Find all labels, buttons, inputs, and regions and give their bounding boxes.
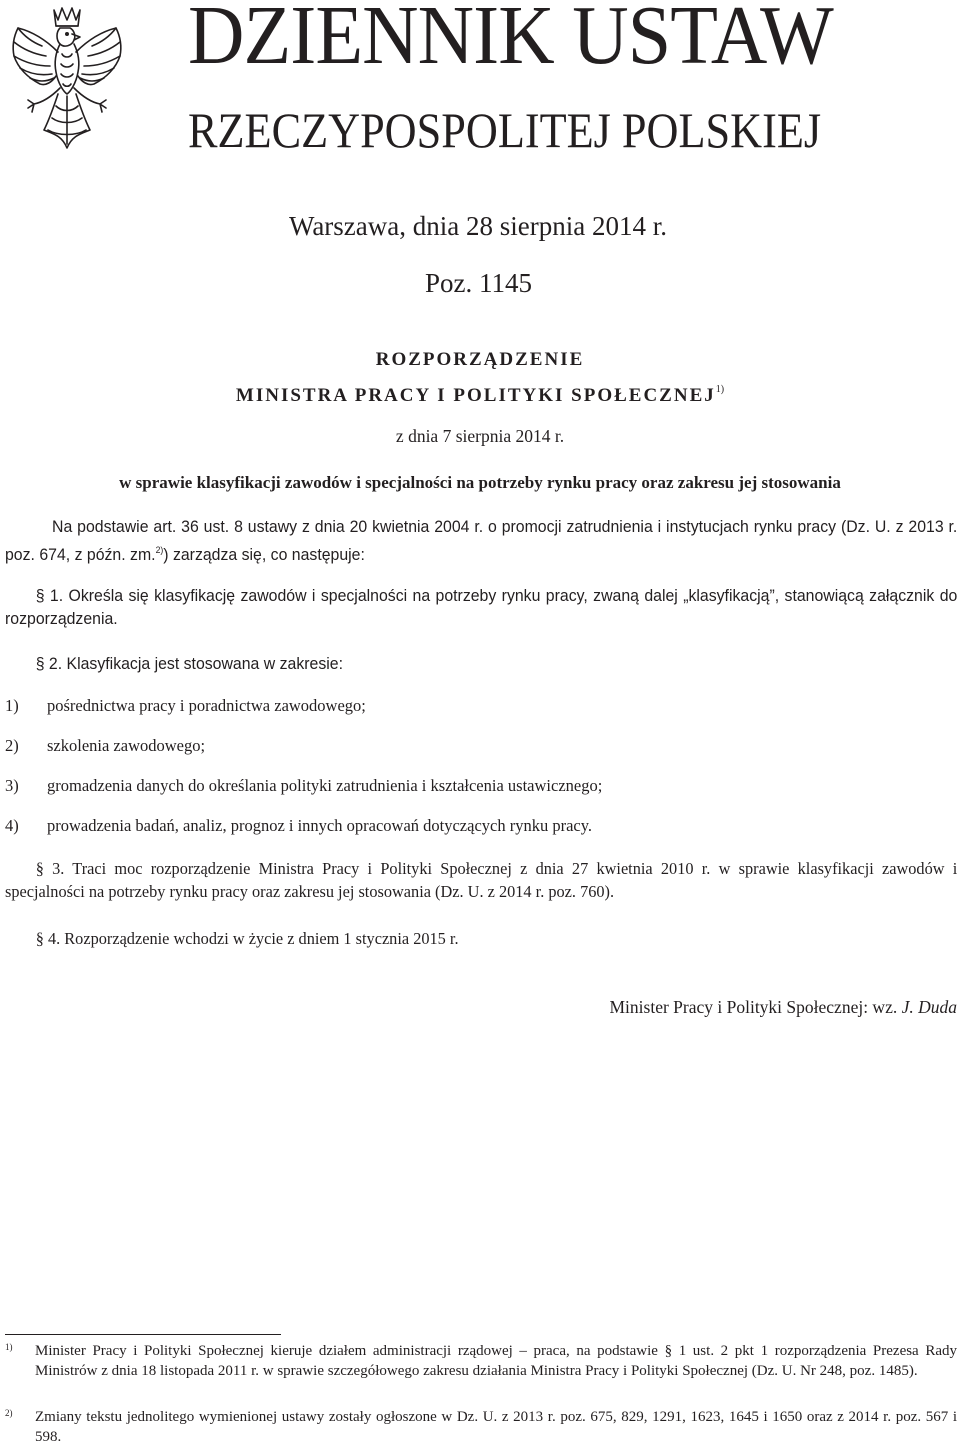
signature-role: Minister Pracy i Polityki Społecznej: wz. [609, 997, 898, 1017]
footnote-text: Zmiany tekstu jednolitego wymienionej ustawy zostały ogłoszone w Dz. U. z 2013 r. poz. 675, 829, 1291, 1623, 1645 i 1650 oraz z 2014 r. poz. 567 i 598. [35, 1409, 957, 1445]
act-subject: w sprawie klasyfikacji zawodów i specjalności na potrzeby rynku pracy oraz zakresu jej stosowania [119, 473, 841, 492]
footnote-ref-1: 1) [715, 384, 725, 395]
list-item-number: 3) [5, 776, 19, 795]
section-2: § 2. Klasyfikacja jest stosowana w zakresie: [35, 655, 343, 673]
position-number: Poz. 1145 [425, 268, 532, 298]
list-item-text: prowadzenia badań, analiz, prognoz i innych opracowań dotyczących rynku pracy. [47, 816, 593, 835]
section-3: § 3. Traci moc rozporządzenie Ministra Pracy i Polityki Społecznej z dnia 27 kwietnia 2010 r. w sprawie klasyfikacji zawodów i specjalności na potrzeby rynku pracy oraz zakresu jej stosowania (Dz. U. z 2014 r. poz. 760). [5, 859, 958, 901]
act-issuer [0, 379, 960, 407]
footnote-divider [5, 1334, 281, 1335]
list-item-number: 1) [5, 696, 19, 715]
footnote-mark: 2) [5, 1408, 13, 1418]
act-date: z dnia 7 sierpnia 2014 r. [395, 426, 565, 446]
preamble [5, 516, 957, 567]
act-type: ROZPORZĄDZENIE [375, 349, 585, 370]
issue-date: Warszawa, dnia 28 sierpnia 2014 r. [289, 211, 667, 241]
preamble-start: Na podstawie art. 36 ust. 8 ustawy z dnia 20 kwietnia 2004 r. o promocji zatrudnienia i instytucjach rynku pracy (Dz. U. z 2013 r. poz. 674, z późn. zm. [5, 518, 958, 564]
list-item-number: 4) [5, 816, 19, 835]
footnote [5, 1407, 957, 1447]
masthead-title: DZIENNIK USTAW [188, 0, 833, 82]
list-item-text: gromadzenia danych do określania polityki zatrudnienia i kształcenia ustawicznego; [47, 776, 603, 795]
masthead-subtitle: RZECZYPOSPOLITEJ POLSKIEJ [188, 102, 822, 158]
preamble-end: ) zarządza się, co następuje: [163, 546, 365, 564]
footnote-mark: 1) [5, 1342, 13, 1352]
list-item-number: 2) [5, 736, 19, 755]
signature [609, 996, 957, 1018]
act-issuer-text: MINISTRA PRACY I POLITYKI SPOŁECZNEJ [235, 385, 716, 406]
section-4: § 4. Rozporządzenie wchodzi w życie z dniem 1 stycznia 2015 r. [35, 929, 459, 948]
footnote [5, 1341, 957, 1381]
polish-eagle-emblem-icon [4, 2, 130, 150]
footnote-text: Minister Pracy i Polityki Społecznej kieruje działem administracji rządowej – praca, na podstawie § 1 ust. 2 pkt 1 rozporządzenia Prezesa Rady Ministrów z dnia 18 listopada 2011 r. w sprawie szczegółowego zakresu działania Ministra Pracy i Polityki Społecznej (Dz. U. Nr 248, poz. 1485). [35, 1343, 957, 1379]
list-item-text: szkolenia zawodowego; [47, 736, 206, 755]
section-1: § 1. Określa się klasyfikację zawodów i specjalności na potrzeby rynku pracy, zwaną dalej „klasyfikacją”, stanowiącą załącznik do rozporządzenia. [5, 587, 958, 628]
signature-name: J. Duda [901, 997, 957, 1017]
list-item-text: pośrednictwa pracy i poradnictwa zawodowego; [47, 696, 366, 715]
footnote-ref-2: 2) [155, 545, 164, 555]
